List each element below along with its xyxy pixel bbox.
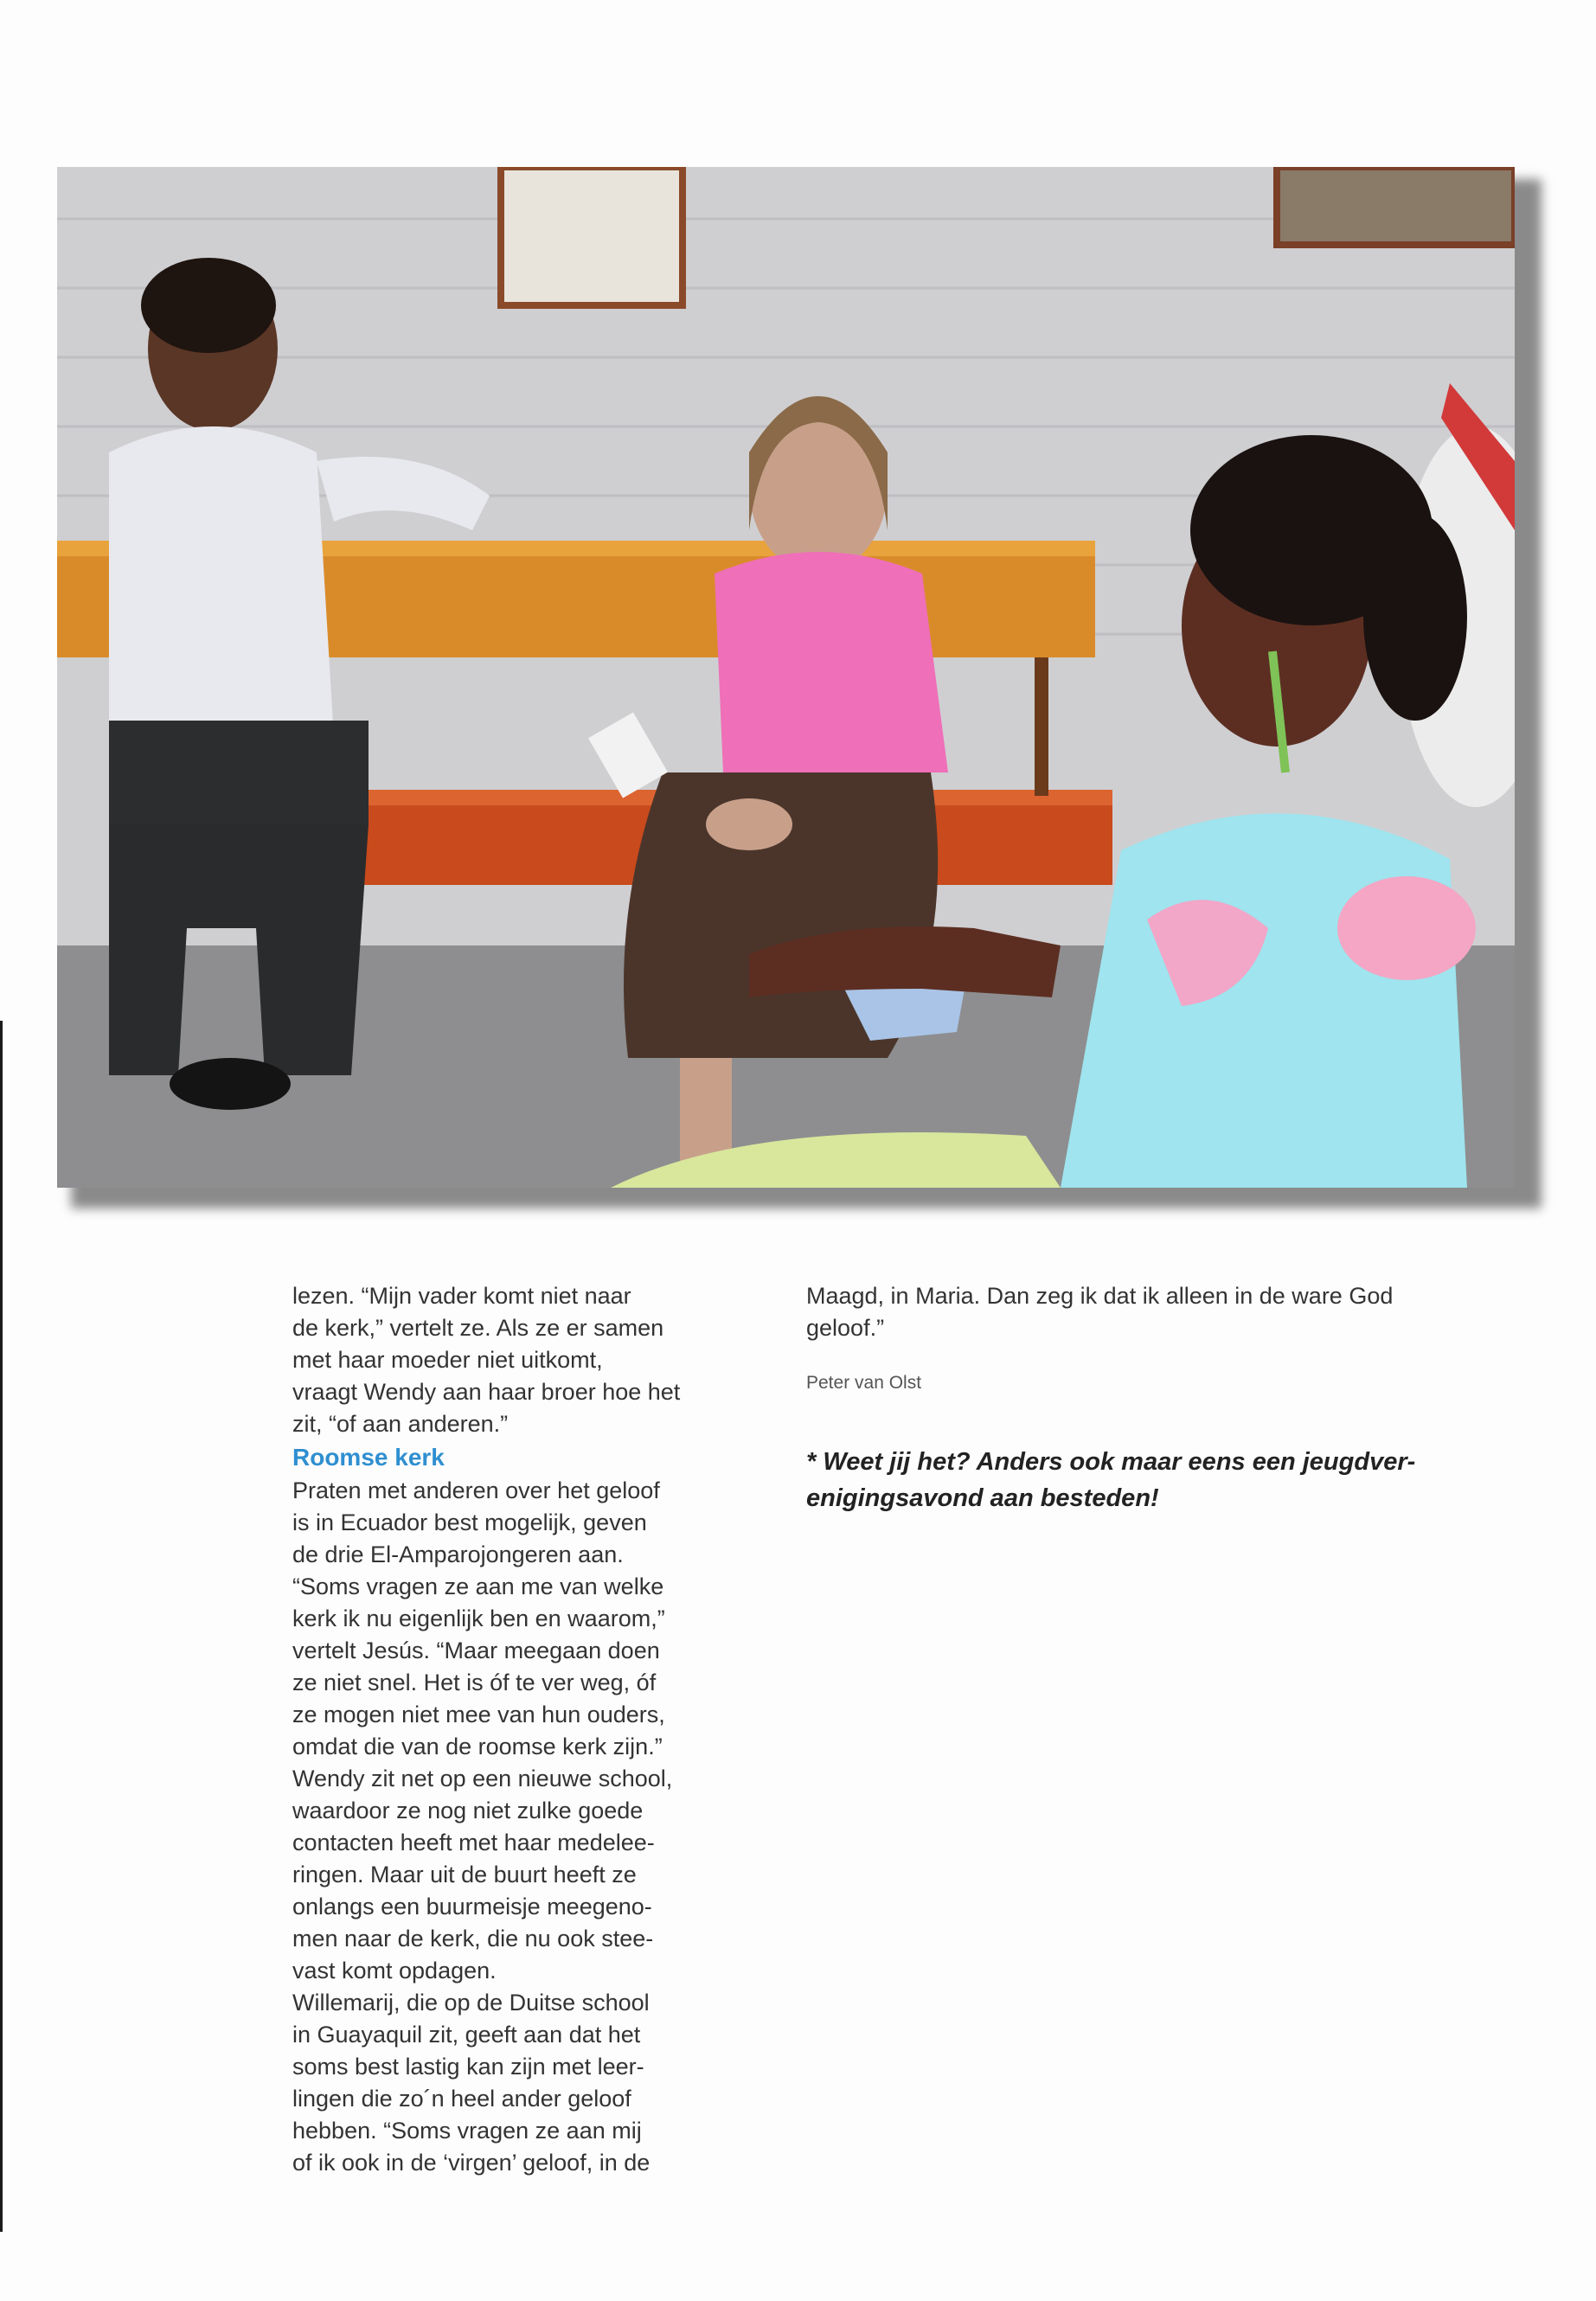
right-text-column [806,1280,1516,1516]
photo-illustration [57,167,1515,1188]
left-paragraph-continued: Willemarij, die op de Duitse school in Guayaquil zit, geeft aan dat het soms best lastig kan zijn met leer- lingen die zo´n heel ander geloof hebben. “Soms vragen ze aan mij of ik ook in de ‘virgen’ geloof, in de [292,1990,651,2176]
section-heading: Roomse kerk [292,1444,445,1471]
right-paragraph: Maagd, in Maria. Dan zeg ik dat ik alleen in de ware God geloof.” [806,1283,1394,1341]
left-paragraph-intro: lezen. “Mijn vader komt niet naar de kerk,” vertelt ze. Als ze er samen met haar moeder niet uitkomt, vraagt Wendy aan haar broer hoe het zit, “of aan anderen.” [292,1283,681,1437]
left-text-column [292,1280,760,2179]
left-paragraph-body: Praten met anderen over het geloof is in Ecuador best mogelijk, geven de drie El-Amparojongeren aan. “Soms vragen ze aan me van welke kerk ik nu eigenlijk ben en waarom,” vertelt Jesús. “Maar meegaan doen ze niet snel. Het is óf te ver weg, óf ze mogen niet mee van hun ouders, omdat die van de roomse kerk zijn.” Wendy zit net op een nieuwe school, waardoor ze nog niet zulke goede contacten heeft met haar medelee- ringen. Maar uit de buurt heeft ze onlangs een buurmeisje meegeno- men naar de kerk, die nu ook stee- vast komt opdagen. [292,1477,673,1984]
article-photo [57,167,1515,1188]
author-byline: Peter van Olst [806,1373,922,1393]
page-edge-rule [0,1021,3,2232]
callout-question: * Weet jij het? Anders ook maar eens een jeugdver- enigingsavond aan besteden! [806,1448,1416,1512]
